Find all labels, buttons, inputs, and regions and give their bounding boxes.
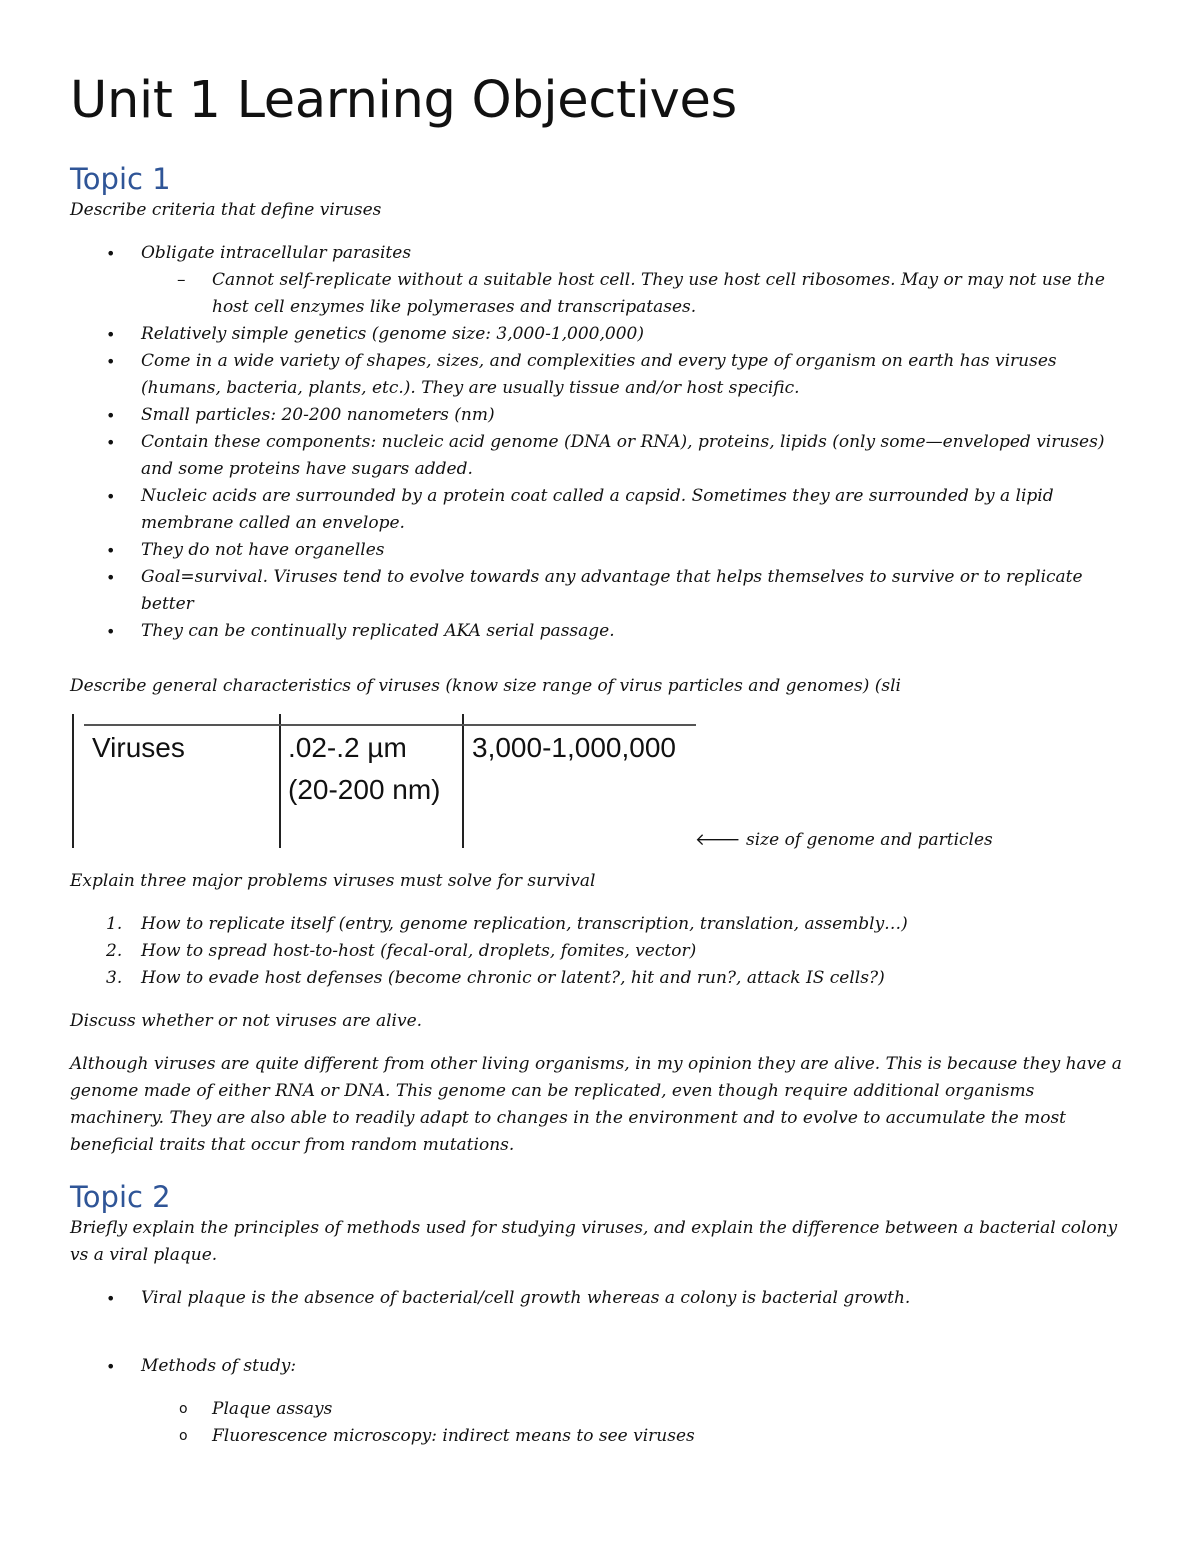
table-cell-viruses: Viruses <box>92 732 185 763</box>
item-text: How to spread host-to-host (fecal-oral, droplets, fomites, vector) <box>141 941 697 961</box>
methods-list <box>70 1353 1130 1380</box>
annotation-text: size of genome and particles <box>746 830 993 850</box>
topic-2-list <box>70 1285 1130 1312</box>
left-arrow-icon: 🡐 <box>695 830 741 850</box>
table-border <box>84 724 696 726</box>
criteria-list <box>70 240 1130 645</box>
page-title: Unit 1 Learning Objectives <box>70 71 737 130</box>
topic-1-question-define: Describe criteria that define viruses <box>70 200 382 220</box>
topic-1-question-characteristics: Describe general characteristics of viruses (know size range of virus particles and genomes) (sli <box>70 676 901 696</box>
list-item: • They can be continually replicated AKA serial passage. <box>70 618 1130 645</box>
topic-2-question-methods: Briefly explain the principles of methods used for studying viruses, and explain the difference between a bacterial colony vs a viral plaque. <box>70 1218 1118 1265</box>
table-cell-size-um: .02-.2 µm <box>288 732 407 763</box>
topic-1-heading: Topic 1 <box>70 162 171 196</box>
table-border <box>72 714 74 848</box>
topic-1-question-alive: Discuss whether or not viruses are alive. <box>70 1011 423 1031</box>
list-item: • Nucleic acids are surrounded by a protein coat called a capsid. Sometimes they are surrounded by a lipid membrane called an envelope. <box>70 483 1130 537</box>
list-item: • Goal=survival. Viruses tend to evolve towards any advantage that helps themselves to survive or to replicate better <box>70 564 1130 618</box>
item-text: How to replicate itself (entry, genome replication, transcription, translation, assembly…) <box>141 914 908 934</box>
problems-list <box>70 911 1130 992</box>
topic-2-heading: Topic 2 <box>70 1180 171 1214</box>
sub-list-item: o Plaque assays <box>70 1396 1130 1423</box>
size-table-figure <box>70 714 1130 852</box>
numbered-item <box>70 965 1130 992</box>
item-number: 1. <box>106 914 123 934</box>
list-item: • They do not have organelles <box>70 537 1130 564</box>
table-annotation <box>695 827 993 854</box>
methods-sub-list <box>70 1396 1130 1450</box>
numbered-item <box>70 938 1130 965</box>
document-page <box>70 70 1130 1450</box>
item-number: 2. <box>106 941 123 961</box>
list-item: • Contain these components: nucleic acid genome (DNA or RNA), proteins, lipids (only some—enveloped viruses) and some proteins have sugars added. <box>70 429 1130 483</box>
table-cell-genome-size: 3,000-1,000,000 <box>472 732 676 763</box>
item-number: 3. <box>106 968 123 988</box>
table-cell-size-nm: (20-200 nm) <box>288 774 441 805</box>
list-item: • Small particles: 20-200 nanometers (nm) <box>70 402 1130 429</box>
numbered-item <box>70 911 1130 938</box>
sub-list-item: o Fluorescence microscopy: indirect means to see viruses <box>70 1423 1130 1450</box>
table-border <box>462 714 464 848</box>
list-item: • Relatively simple genetics (genome size: 3,000-1,000,000) <box>70 321 1130 348</box>
list-item: • Viral plaque is the absence of bacterial/cell growth whereas a colony is bacterial growth. <box>70 1285 1130 1312</box>
item-text: How to evade host defenses (become chronic or latent?, hit and run?, attack IS cells?) <box>141 968 885 988</box>
sub-list-item: – Cannot self-replicate without a suitable host cell. They use host cell ribosomes. May or may not use the host cell enzymes like polymerases and transcripatases. <box>70 267 1130 321</box>
topic-1-answer-alive: Although viruses are quite different from other living organisms, in my opinion they are alive. This is because they have a genome made of either RNA or DNA. This genome can be replicated, even though require additional organisms machinery. They are also able to readily adapt to changes in the environment and to evolve to accumulate the most beneficial traits that occur from random mutations. <box>70 1054 1122 1155</box>
size-table <box>72 714 696 848</box>
table-border <box>279 714 281 848</box>
topic-1-question-problems: Explain three major problems viruses must solve for survival <box>70 871 596 891</box>
list-item: • Methods of study: <box>70 1353 1130 1380</box>
list-item: • Obligate intracellular parasites <box>70 240 1130 267</box>
list-item: • Come in a wide variety of shapes, sizes, and complexities and every type of organism on earth has viruses (humans, bacteria, plants, etc.). They are usually tissue and/or host specific. <box>70 348 1130 402</box>
